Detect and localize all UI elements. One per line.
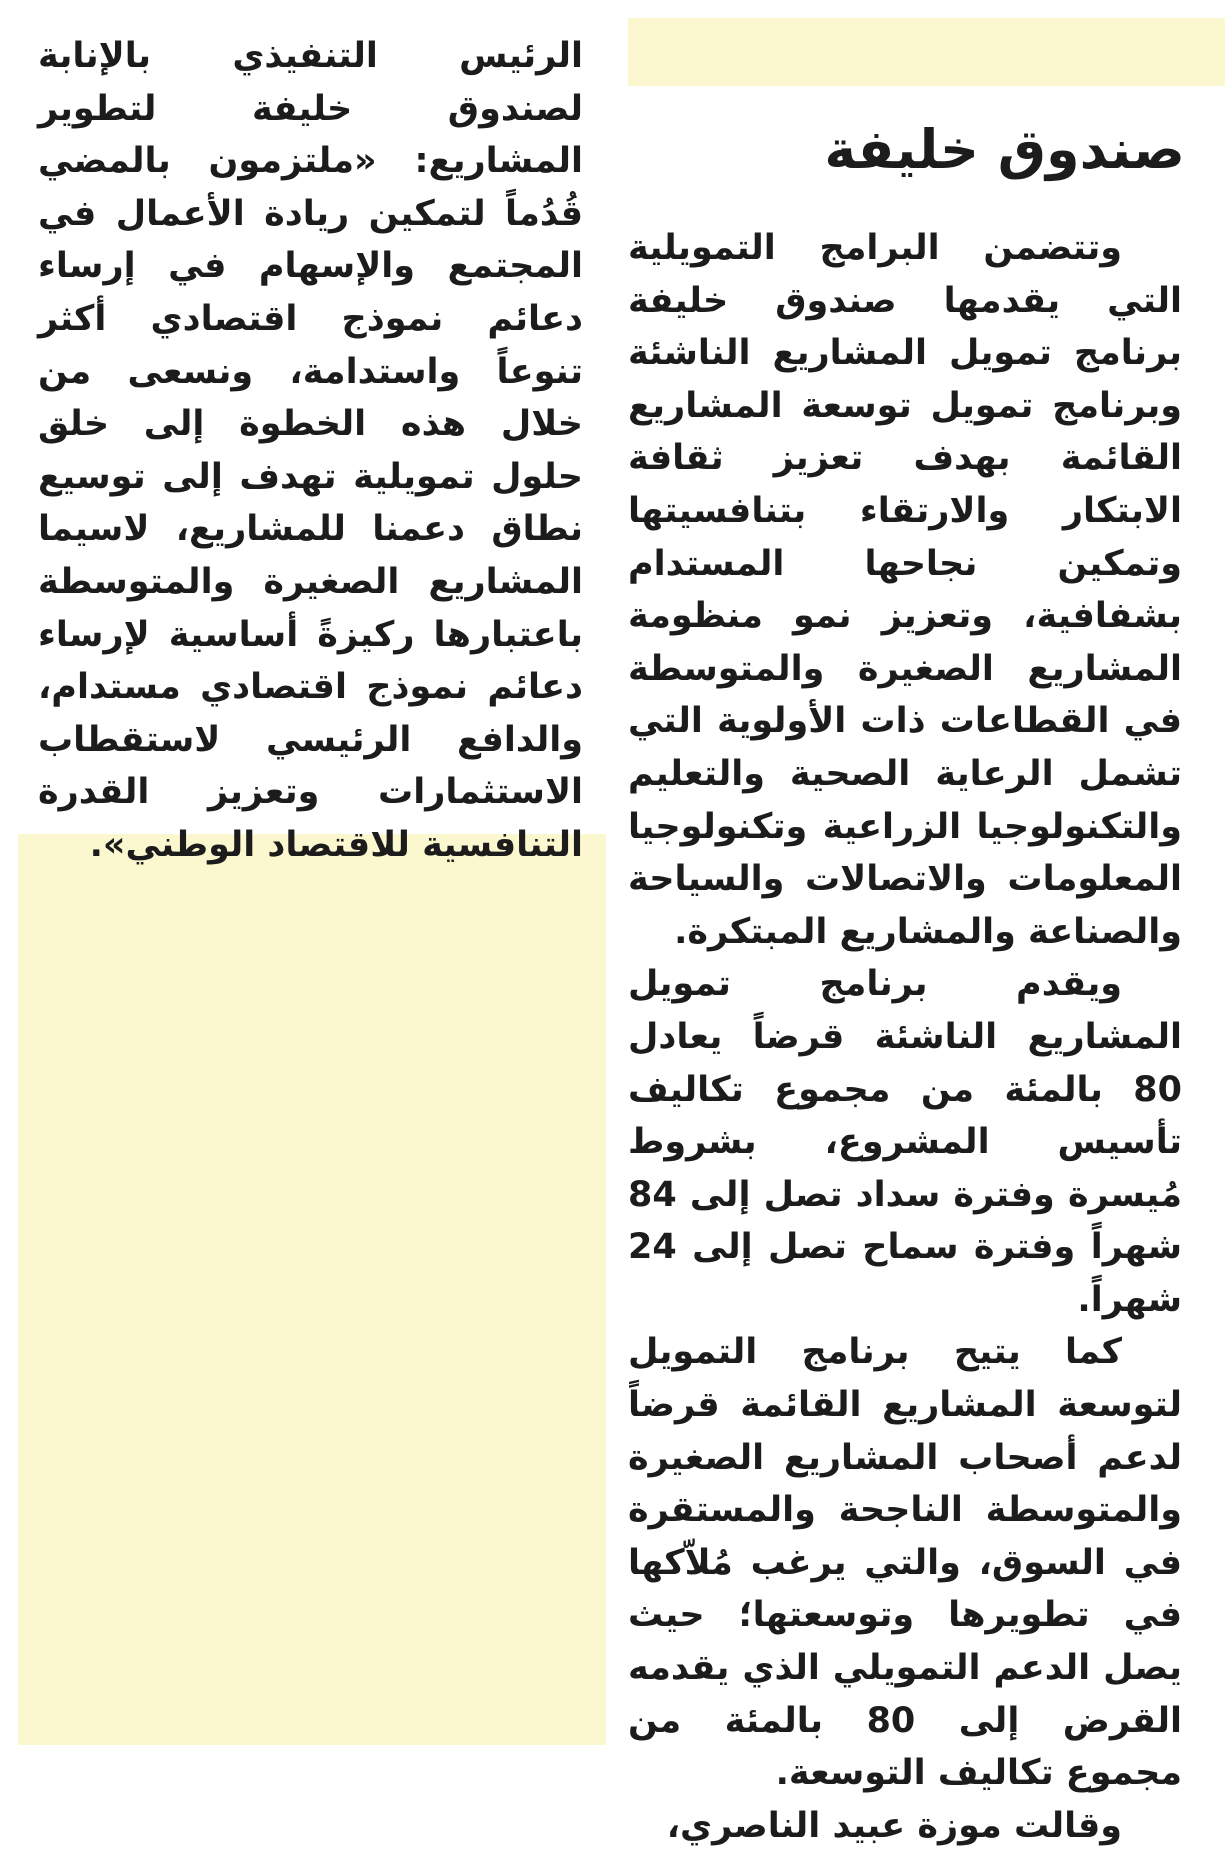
paragraph-startup-loans: ويقدم برنامج تمويل المشاريع الناشئة قرضاً يعادل 80 بالمئة من مجموع تكاليف تأسيس المشروع، بشروط مُيسرة وفترة سداد تصل إلى 84 شهراً وفترة سماح تصل إلى 24 شهراً.	[628, 964, 1182, 1320]
highlight-box-bottom	[18, 834, 606, 1745]
article-column-right	[628, 222, 1182, 1852]
paragraph-ceo-quote: الرئيس التنفيذي بالإنابة لصندوق خليفة لتطوير المشاريع: «ملتزمون بالمضي قُدُماً لتمكين ريادة الأعمال في المجتمع والإسهام في إرساء دعائم نموذج اقتصادي أكثر تنوعاً واستدامة، ونسعى من خلال هذه الخطوة إلى خلق حلول تمويلية تهدف إلى توسيع نطاق دعمنا للمشاريع، لاسيما المشاريع الصغيرة والمتوسطة باعتبارها ركيزةً أساسية لإرساء دعائم نموذج اقتصادي مستدام، والدافع الرئيسي لاستقطاب الاستثمارات وتعزيز القدرة التنافسية للاقتصاد الوطني».	[38, 36, 583, 865]
paragraph-programs: وتتضمن البرامج التمويلية التي يقدمها صندوق خليفة برنامج تمويل المشاريع الناشئة وبرنامج تمويل توسعة المشاريع القائمة بهدف تعزيز ثقافة الابتكار والارتقاء بتنافسيتها وتمكين نجاحها المستدام بشفافية، وتعزيز نمو منظومة المشاريع الصغيرة والمتوسطة في القطاعات ذات الأولوية التي تشمل الرعاية الصحية والتعليم والتكنولوجيا الزراعية وتكنولوجيا المعلومات والاتصالات والسياحة والصناعة والمشاريع المبتكرة.	[628, 228, 1182, 952]
article-headline: صندوق خليفة	[824, 118, 1185, 181]
paragraph-quote-intro: وقالت موزة عبيد الناصري،	[666, 1805, 1122, 1846]
article-column-left	[38, 30, 583, 872]
highlight-box-top	[628, 18, 1225, 86]
paragraph-expansion-loans: كما يتيح برنامج التمويل لتوسعة المشاريع القائمة قرضاً لدعم أصحاب المشاريع الصغيرة والمتوسطة الناجحة والمستقرة في السوق، والتي يرغب مُلاّكها في تطويرها وتوسعتها؛ حيث يصل الدعم التمويلي الذي يقدمه القرض إلى 80 بالمئة من مجموع تكاليف التوسعة.	[628, 1332, 1182, 1794]
